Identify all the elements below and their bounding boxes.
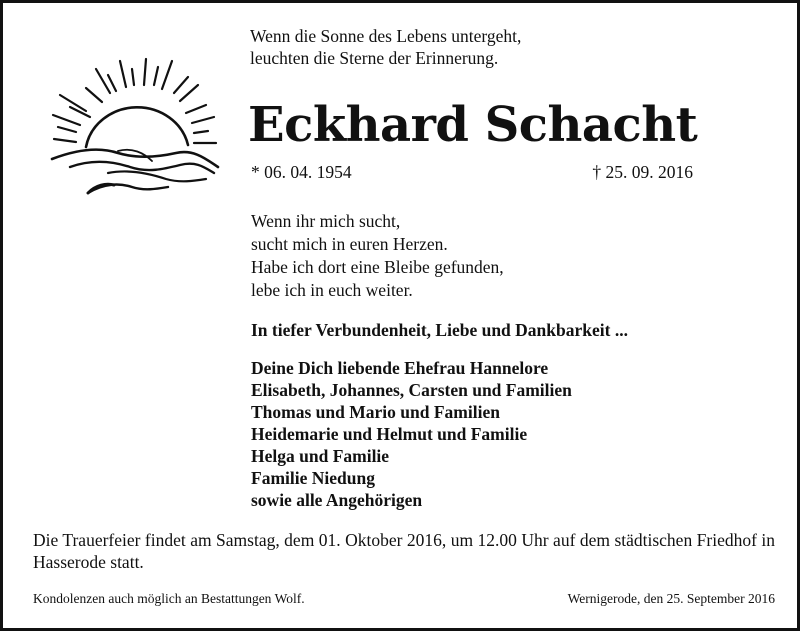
- mourner-line: sowie alle Angehörigen: [251, 490, 423, 510]
- funeral-announcement: Die Trauerfeier findet am Samstag, dem 01. Oktober 2016, um 12.00 Uhr auf dem städtischen Friedhof in Hasserode statt.: [33, 530, 775, 572]
- mourner-line: Heidemarie und Helmut und Familie: [251, 424, 528, 444]
- mourner-line: Helga und Familie: [251, 446, 390, 466]
- footer: [33, 590, 775, 608]
- poem-line: lebe ich in euch weiter.: [251, 280, 413, 300]
- dedication: In tiefer Verbundenheit, Liebe und Dankbarkeit ...: [251, 320, 628, 340]
- poem: [251, 210, 504, 302]
- mourner-line: Familie Niedung: [251, 468, 375, 488]
- birth-date: * 06. 04. 1954: [251, 162, 352, 182]
- sunset-icon: [48, 55, 223, 200]
- mourner-line: Deine Dich liebende Ehefrau Hannelore: [251, 358, 549, 378]
- motto-line: Wenn die Sonne des Lebens untergeht,: [250, 26, 522, 46]
- motto: [250, 25, 521, 69]
- poem-line: Wenn ihr mich sucht,: [251, 211, 401, 231]
- life-dates: [251, 161, 693, 183]
- place-and-date: Wernigerode, den 25. September 2016: [567, 591, 775, 606]
- motto-line: leuchten die Sterne der Erinnerung.: [250, 48, 499, 68]
- death-date: † 25. 09. 2016: [592, 162, 693, 182]
- poem-line: Habe ich dort eine Bleibe gefunden,: [251, 257, 504, 277]
- mourner-line: Thomas und Mario und Familien: [251, 402, 500, 422]
- condolence-note: Kondolenzen auch möglich an Bestattungen Wolf.: [33, 591, 305, 606]
- mourner-line: Elisabeth, Johannes, Carsten und Familien: [251, 380, 572, 400]
- poem-line: sucht mich in euren Herzen.: [251, 234, 448, 254]
- deceased-name: Eckhard Schacht: [248, 97, 698, 153]
- mourners-list: [251, 357, 572, 511]
